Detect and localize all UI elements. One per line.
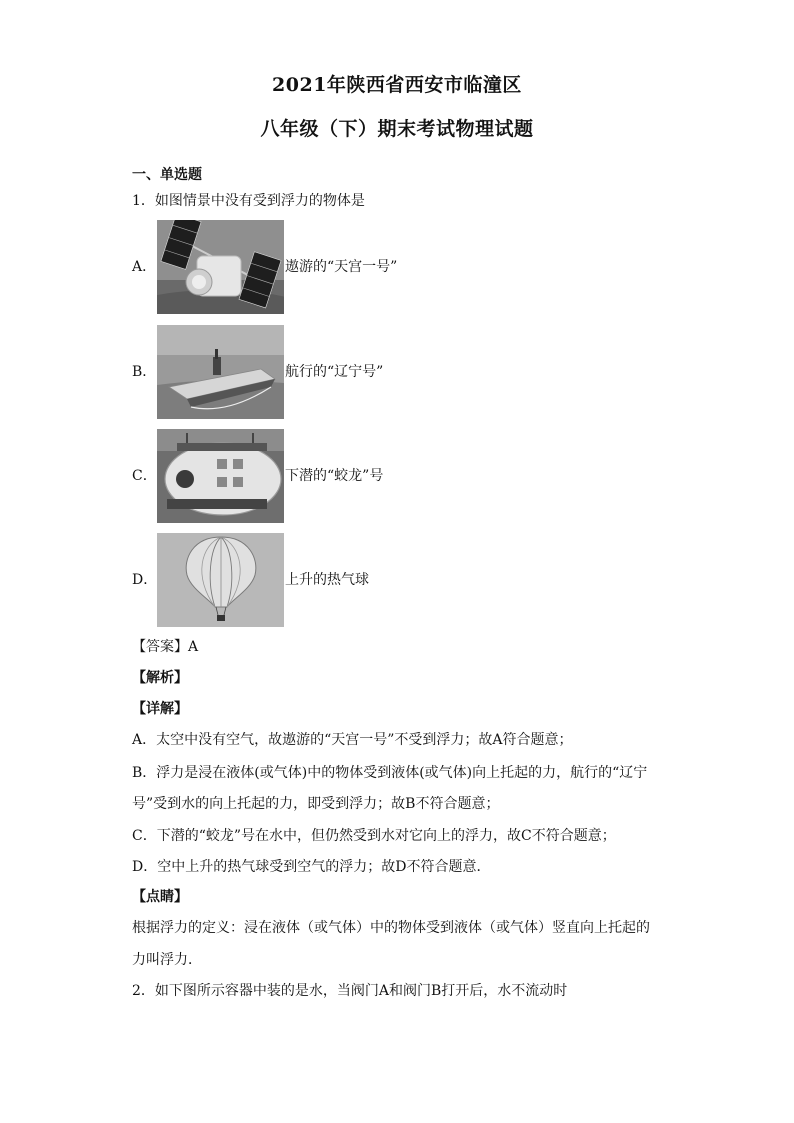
option-c-label: C． [132, 468, 157, 484]
option-b-label: B． [132, 364, 157, 380]
comment-line: 根据浮力的定义：浸在液体（或气体）中的物体受到液体（或气体）竖直向上托起的 [132, 920, 650, 936]
section-heading: 一、单选题 [132, 167, 202, 183]
spacecraft-image [157, 220, 284, 314]
detail-line: D．空中上升的热气球受到空气的浮力；故D不符合题意． [132, 859, 491, 875]
document-title-line1: 2021年陕西省西安市临潼区 [272, 74, 522, 96]
detail-line: A．太空中没有空气，故遨游的“天宫一号”不受到浮力；故A符合题意； [132, 732, 573, 748]
submersible-image [157, 429, 284, 523]
detail-line: B．浮力是浸在液体(或气体)中的物体受到液体(或气体)向上托起的力，航行的“辽宁 [132, 765, 648, 781]
detail-line: C．下潜的“蛟龙”号在水中，但仍然受到水对它向上的浮力，故C不符合题意； [132, 828, 616, 844]
option-c-text: 下潜的“蛟龙”号 [285, 468, 384, 484]
option-a-label: A． [132, 259, 157, 275]
option-a-text: 遨游的“天宫一号” [285, 259, 398, 275]
question2-stem: 2．如下图所示容器中装的是水，当阀门A和阀门B打开后，水不流动时 [132, 983, 568, 999]
comment-line: 力叫浮力． [132, 952, 202, 968]
option-d-label: D． [132, 572, 158, 588]
option-b-text: 航行的“辽宁号” [285, 364, 384, 380]
document-title-line2: 八年级（下）期末考试物理试题 [260, 118, 534, 140]
hot-air-balloon-image [157, 533, 284, 627]
comment-heading: 【点睛】 [132, 889, 188, 905]
detail-heading: 【详解】 [132, 701, 188, 717]
analysis-heading: 【解析】 [132, 670, 188, 686]
detail-line: 号”受到水的向上托起的力，即受到浮力；故B不符合题意； [132, 796, 500, 812]
question1-stem: 1．如图情景中没有受到浮力的物体是 [132, 193, 365, 209]
answer-line: 【答案】A [132, 639, 199, 655]
option-d-text: 上升的热气球 [285, 572, 369, 588]
aircraft-carrier-image [157, 325, 284, 419]
